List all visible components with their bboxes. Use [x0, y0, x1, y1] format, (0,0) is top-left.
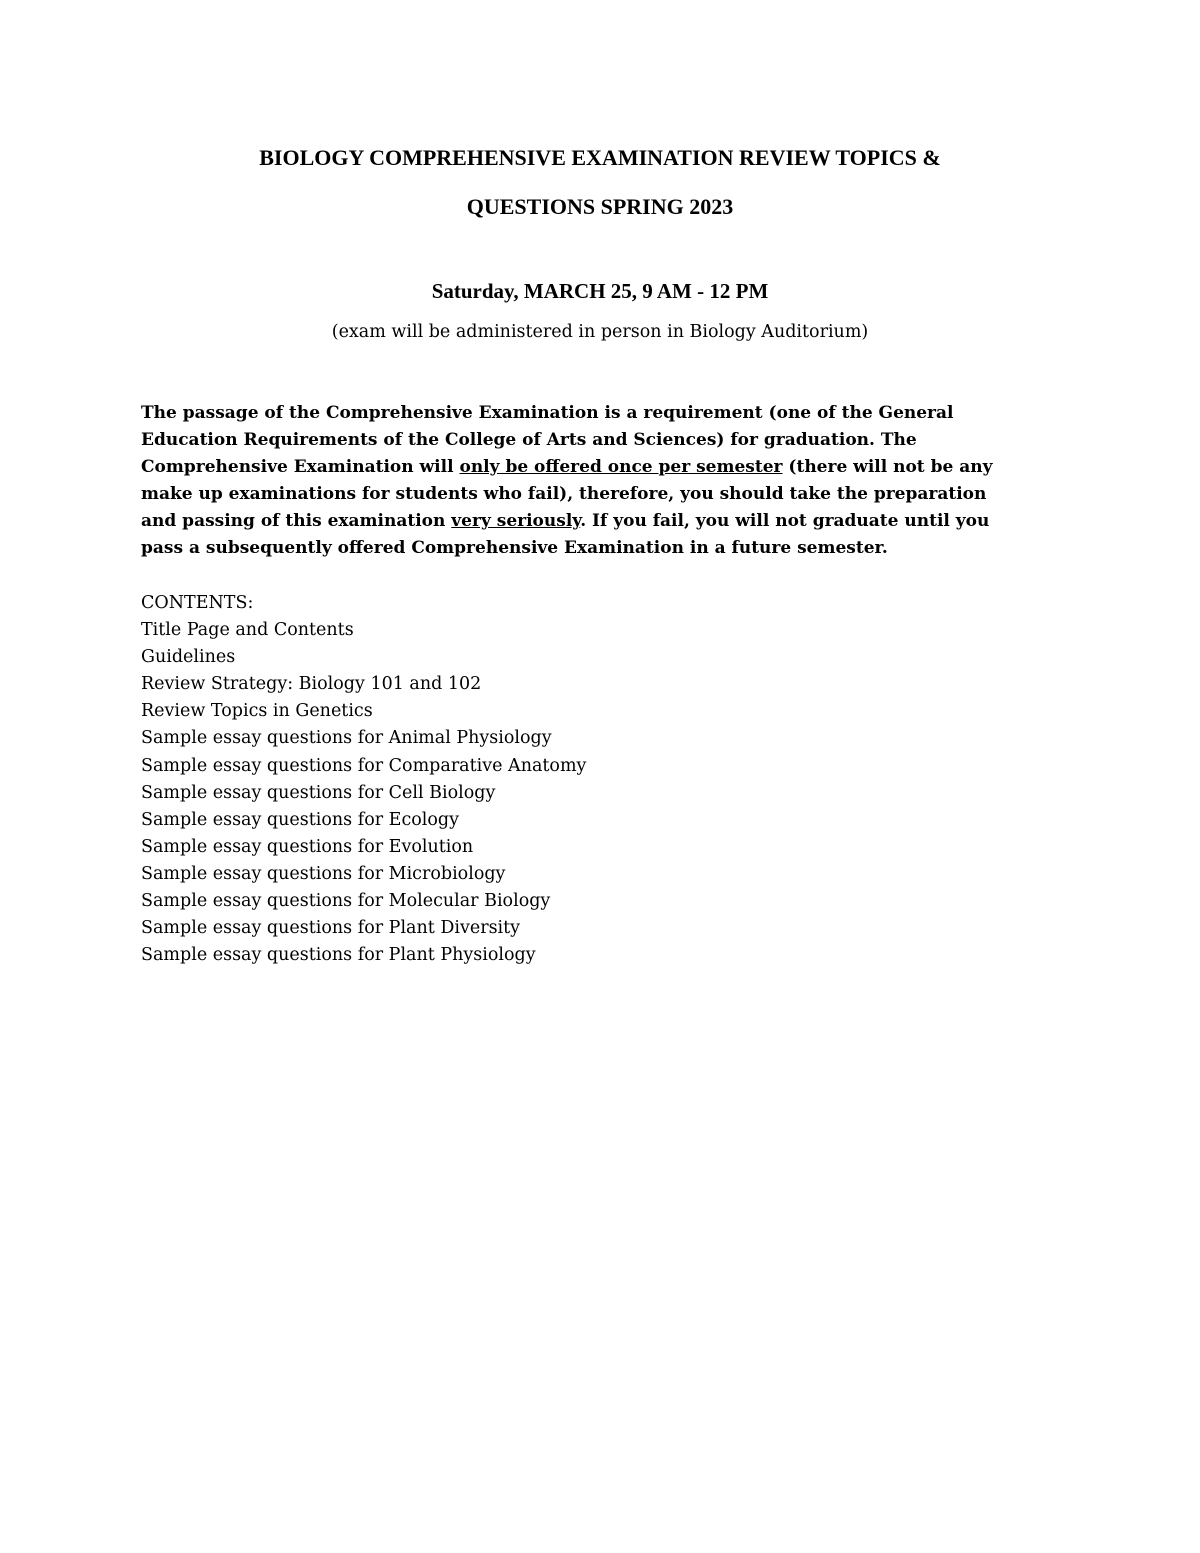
- document-title-line-2: QUESTIONS SPRING 2023: [466, 194, 734, 219]
- contents-item: Sample essay questions for Microbiology: [141, 863, 506, 884]
- contents-item: Sample essay questions for Molecular Biology: [141, 891, 551, 912]
- exam-location-note: (exam will be administered in person in Biology Auditorium): [331, 322, 869, 342]
- contents-item: Sample essay questions for Ecology: [141, 809, 459, 830]
- contents-heading: CONTENTS:: [141, 593, 254, 613]
- requirement-text: (there will not be any: [782, 457, 993, 477]
- requirement-text: Comprehensive Examination will: [141, 457, 460, 477]
- exam-date: Saturday, MARCH 25, 9 AM - 12 PM: [431, 279, 769, 303]
- document-title-line-1: BIOLOGY COMPREHENSIVE EXAMINATION REVIEW TOPICS &: [259, 145, 941, 170]
- requirement-line: [141, 454, 1071, 481]
- requirement-text: . If you fail, you will not graduate until you: [580, 511, 990, 531]
- contents-item: Title Page and Contents: [141, 620, 354, 641]
- contents-item: Review Strategy: Biology 101 and 102: [141, 674, 482, 695]
- contents-item: Guidelines: [141, 647, 236, 668]
- requirement-line: Education Requirements of the College of Arts and Sciences) for graduation. The: [141, 430, 917, 450]
- contents-item: Review Topics in Genetics: [141, 701, 373, 722]
- contents-item: Sample essay questions for Evolution: [141, 836, 474, 857]
- underlined-emphasis: very seriously: [451, 511, 581, 531]
- contents-item: Sample essay questions for Comparative Anatomy: [141, 755, 587, 776]
- contents-item: Sample essay questions for Plant Physiology: [141, 945, 536, 966]
- contents-list: [141, 590, 1041, 969]
- requirement-line: The passage of the Comprehensive Examination is a requirement (one of the General: [141, 403, 954, 423]
- requirement-paragraph: [141, 400, 1071, 562]
- requirement-line: make up examinations for students who fail), therefore, you should take the preparation: [141, 484, 987, 504]
- requirement-text: and passing of this examination: [141, 511, 452, 531]
- requirement-line: pass a subsequently offered Comprehensive Examination in a future semester.: [141, 538, 888, 558]
- requirement-line: [141, 508, 1071, 535]
- contents-item: Sample essay questions for Plant Diversity: [141, 918, 521, 939]
- contents-item: Sample essay questions for Animal Physiology: [141, 728, 552, 749]
- contents-item: Sample essay questions for Cell Biology: [141, 782, 496, 803]
- underlined-emphasis: only be offered once per semester: [459, 457, 783, 477]
